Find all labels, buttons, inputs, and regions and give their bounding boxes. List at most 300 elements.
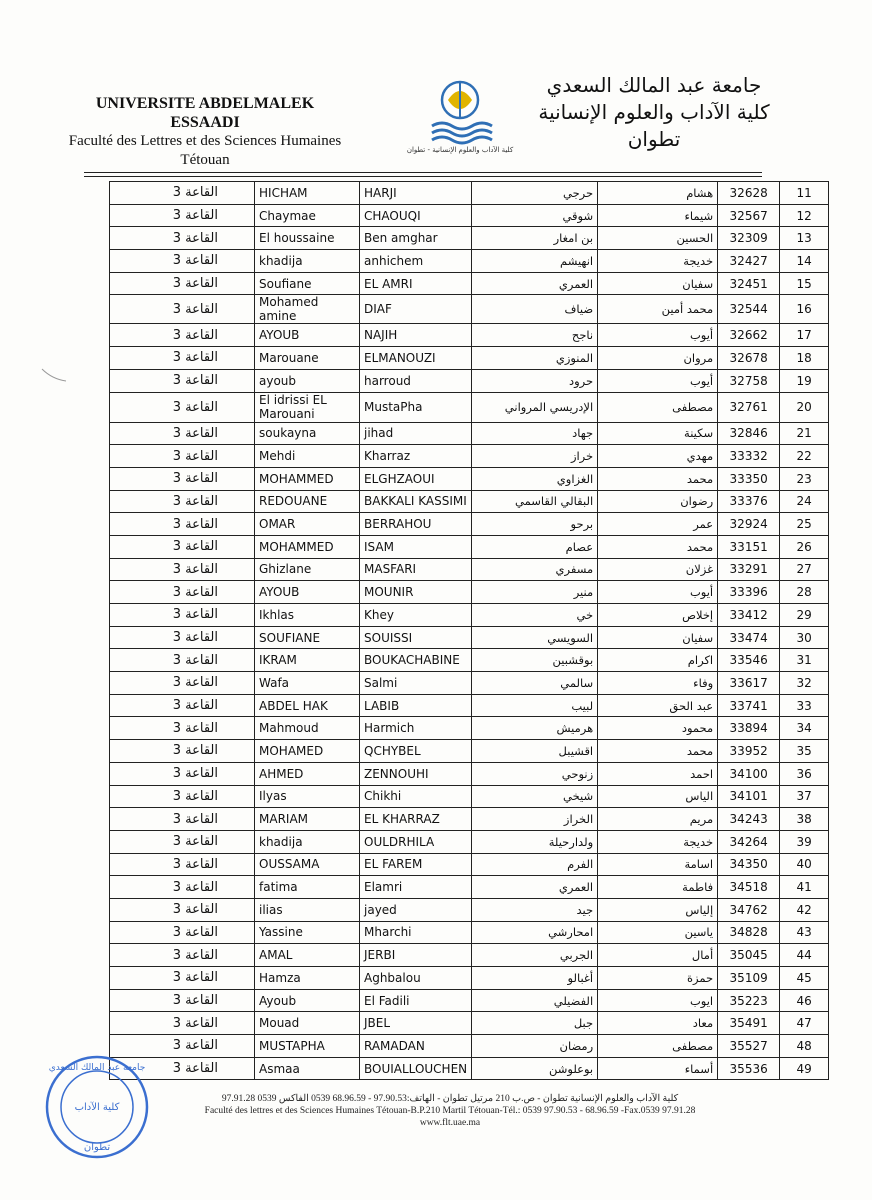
row-index-cell: 39 bbox=[780, 830, 829, 853]
first-name-ar-cell: أيوب bbox=[598, 369, 718, 392]
student-number-cell: 34828 bbox=[718, 921, 780, 944]
last-name-fr-cell: MOUNIR bbox=[360, 581, 472, 604]
row-index-cell: 20 bbox=[780, 392, 829, 422]
student-number-cell: 34101 bbox=[718, 785, 780, 808]
last-name-fr-cell: jihad bbox=[360, 422, 472, 445]
first-name-fr-cell: El houssaine bbox=[255, 227, 360, 250]
last-name-ar-cell: عصام bbox=[472, 535, 598, 558]
student-number-cell: 32309 bbox=[718, 227, 780, 250]
student-number-cell: 32451 bbox=[718, 272, 780, 295]
first-name-fr-cell: ayoub bbox=[255, 369, 360, 392]
table-row bbox=[110, 295, 829, 324]
student-number-cell: 34350 bbox=[718, 853, 780, 876]
table-row bbox=[110, 1035, 829, 1058]
hall-cell: القاعة 3 bbox=[110, 830, 255, 853]
header-arabic-block bbox=[534, 72, 774, 153]
first-name-fr-cell: khadija bbox=[255, 830, 360, 853]
first-name-fr-cell: ABDEL HAK bbox=[255, 694, 360, 717]
student-number-cell: 32758 bbox=[718, 369, 780, 392]
last-name-ar-cell: السويسي bbox=[472, 626, 598, 649]
first-name-fr-cell: Ghizlane bbox=[255, 558, 360, 581]
row-index-cell: 43 bbox=[780, 921, 829, 944]
last-name-ar-cell: زنوحي bbox=[472, 762, 598, 785]
table-row bbox=[110, 467, 829, 490]
hall-cell: القاعة 3 bbox=[110, 581, 255, 604]
last-name-ar-cell: العمري bbox=[472, 272, 598, 295]
row-index-cell: 23 bbox=[780, 467, 829, 490]
table-row bbox=[110, 672, 829, 695]
last-name-fr-cell: ZENNOUHI bbox=[360, 762, 472, 785]
row-index-cell: 36 bbox=[780, 762, 829, 785]
student-number-cell: 33474 bbox=[718, 626, 780, 649]
student-number-cell: 32544 bbox=[718, 295, 780, 324]
first-name-fr-cell: OUSSAMA bbox=[255, 853, 360, 876]
last-name-fr-cell: jayed bbox=[360, 898, 472, 921]
first-name-fr-cell: Wafa bbox=[255, 672, 360, 695]
first-name-fr-cell: Mohamed amine bbox=[255, 295, 360, 324]
last-name-ar-cell: شيخي bbox=[472, 785, 598, 808]
first-name-ar-cell: مروان bbox=[598, 347, 718, 370]
last-name-ar-cell: لبيب bbox=[472, 694, 598, 717]
row-index-cell: 42 bbox=[780, 898, 829, 921]
row-index-cell: 12 bbox=[780, 204, 829, 227]
last-name-fr-cell: Khey bbox=[360, 604, 472, 627]
table-row bbox=[110, 445, 829, 468]
hall-cell: القاعة 3 bbox=[110, 445, 255, 468]
student-number-cell: 33952 bbox=[718, 740, 780, 763]
hall-cell: القاعة 3 bbox=[110, 535, 255, 558]
row-index-cell: 38 bbox=[780, 808, 829, 831]
hall-cell: القاعة 3 bbox=[110, 347, 255, 370]
table-row bbox=[110, 717, 829, 740]
table-row bbox=[110, 694, 829, 717]
last-name-ar-cell: جيد bbox=[472, 898, 598, 921]
hall-cell: القاعة 3 bbox=[110, 272, 255, 295]
student-number-cell: 35045 bbox=[718, 944, 780, 967]
last-name-fr-cell: Mharchi bbox=[360, 921, 472, 944]
last-name-ar-cell: رمضان bbox=[472, 1035, 598, 1058]
last-name-fr-cell: harroud bbox=[360, 369, 472, 392]
first-name-ar-cell: ايوب bbox=[598, 989, 718, 1012]
row-index-cell: 24 bbox=[780, 490, 829, 513]
last-name-ar-cell: امحارشي bbox=[472, 921, 598, 944]
first-name-fr-cell: MOHAMED bbox=[255, 740, 360, 763]
first-name-fr-cell: Chaymae bbox=[255, 204, 360, 227]
first-name-ar-cell: مهدي bbox=[598, 445, 718, 468]
hall-cell: القاعة 3 bbox=[110, 1035, 255, 1058]
first-name-ar-cell: مصطفى bbox=[598, 1035, 718, 1058]
last-name-fr-cell: BERRAHOU bbox=[360, 513, 472, 536]
hall-cell: القاعة 3 bbox=[110, 876, 255, 899]
first-name-ar-cell: مريم bbox=[598, 808, 718, 831]
last-name-ar-cell: منير bbox=[472, 581, 598, 604]
last-name-ar-cell: جهاد bbox=[472, 422, 598, 445]
table-row bbox=[110, 490, 829, 513]
row-index-cell: 30 bbox=[780, 626, 829, 649]
hall-cell: القاعة 3 bbox=[110, 672, 255, 695]
row-index-cell: 49 bbox=[780, 1057, 829, 1080]
last-name-fr-cell: ELMANOUZI bbox=[360, 347, 472, 370]
last-name-ar-cell: جبل bbox=[472, 1012, 598, 1035]
last-name-ar-cell: الجربي bbox=[472, 944, 598, 967]
first-name-ar-cell: وفاء bbox=[598, 672, 718, 695]
table-row bbox=[110, 649, 829, 672]
last-name-ar-cell: ضياف bbox=[472, 295, 598, 324]
last-name-fr-cell: JBEL bbox=[360, 1012, 472, 1035]
first-name-fr-cell: Mahmoud bbox=[255, 717, 360, 740]
first-name-fr-cell: soukayna bbox=[255, 422, 360, 445]
first-name-fr-cell: IKRAM bbox=[255, 649, 360, 672]
student-number-cell: 34518 bbox=[718, 876, 780, 899]
table-row bbox=[110, 250, 829, 273]
last-name-fr-cell: CHAOUQI bbox=[360, 204, 472, 227]
last-name-fr-cell: BOUIALLOUCHEN bbox=[360, 1057, 472, 1080]
hall-cell: القاعة 3 bbox=[110, 626, 255, 649]
logo-caption: كلية الآداب والعلوم الإنسانية - تطوان bbox=[406, 146, 514, 154]
first-name-ar-cell: سكينة bbox=[598, 422, 718, 445]
hall-cell: القاعة 3 bbox=[110, 392, 255, 422]
first-name-fr-cell: fatima bbox=[255, 876, 360, 899]
hall-cell: القاعة 3 bbox=[110, 1012, 255, 1035]
last-name-fr-cell: DIAF bbox=[360, 295, 472, 324]
first-name-fr-cell: MARIAM bbox=[255, 808, 360, 831]
row-index-cell: 26 bbox=[780, 535, 829, 558]
last-name-fr-cell: QCHYBEL bbox=[360, 740, 472, 763]
first-name-fr-cell: SOUFIANE bbox=[255, 626, 360, 649]
stamp-outer-text: جامعة عبد المالك السعدي bbox=[48, 1063, 146, 1073]
faculty-name-ar: كلية الآداب والعلوم الإنسانية bbox=[538, 100, 770, 124]
hall-cell: القاعة 3 bbox=[110, 921, 255, 944]
last-name-ar-cell: بوعلوشن bbox=[472, 1057, 598, 1080]
footer-url: www.flt.uae.ma bbox=[419, 1118, 481, 1128]
row-index-cell: 18 bbox=[780, 347, 829, 370]
last-name-ar-cell: حرود bbox=[472, 369, 598, 392]
first-name-ar-cell: محمد bbox=[598, 740, 718, 763]
table-row bbox=[110, 347, 829, 370]
first-name-fr-cell: Hamza bbox=[255, 967, 360, 990]
student-number-cell: 33332 bbox=[718, 445, 780, 468]
first-name-ar-cell: غزلان bbox=[598, 558, 718, 581]
student-number-cell: 35109 bbox=[718, 967, 780, 990]
student-number-cell: 35223 bbox=[718, 989, 780, 1012]
first-name-ar-cell: سفيان bbox=[598, 626, 718, 649]
table-row bbox=[110, 808, 829, 831]
first-name-fr-cell: Yassine bbox=[255, 921, 360, 944]
first-name-fr-cell: AYOUB bbox=[255, 581, 360, 604]
footer bbox=[150, 1093, 750, 1129]
first-name-fr-cell: Mehdi bbox=[255, 445, 360, 468]
hall-cell: القاعة 3 bbox=[110, 967, 255, 990]
row-index-cell: 31 bbox=[780, 649, 829, 672]
first-name-ar-cell: عمر bbox=[598, 513, 718, 536]
row-index-cell: 19 bbox=[780, 369, 829, 392]
first-name-fr-cell: El idrissi EL Marouani bbox=[255, 392, 360, 422]
last-name-fr-cell: OULDRHILA bbox=[360, 830, 472, 853]
table-row bbox=[110, 392, 829, 422]
row-index-cell: 16 bbox=[780, 295, 829, 324]
last-name-fr-cell: NAJIH bbox=[360, 324, 472, 347]
last-name-ar-cell: سالمي bbox=[472, 672, 598, 695]
hall-cell: القاعة 3 bbox=[110, 944, 255, 967]
hall-cell: القاعة 3 bbox=[110, 227, 255, 250]
first-name-fr-cell: AMAL bbox=[255, 944, 360, 967]
first-name-ar-cell: فاطمة bbox=[598, 876, 718, 899]
student-number-cell: 32628 bbox=[718, 182, 780, 205]
student-number-cell: 34243 bbox=[718, 808, 780, 831]
university-name-ar: جامعة عبد المالك السعدي bbox=[546, 73, 762, 97]
hall-cell: القاعة 3 bbox=[110, 989, 255, 1012]
first-name-ar-cell: هشام bbox=[598, 182, 718, 205]
hall-cell: القاعة 3 bbox=[110, 785, 255, 808]
last-name-fr-cell: Kharraz bbox=[360, 445, 472, 468]
student-number-cell: 34762 bbox=[718, 898, 780, 921]
first-name-fr-cell: HICHAM bbox=[255, 182, 360, 205]
last-name-fr-cell: Chikhi bbox=[360, 785, 472, 808]
student-number-cell: 32567 bbox=[718, 204, 780, 227]
row-index-cell: 11 bbox=[780, 182, 829, 205]
row-index-cell: 35 bbox=[780, 740, 829, 763]
student-number-cell: 35491 bbox=[718, 1012, 780, 1035]
hall-cell: القاعة 3 bbox=[110, 182, 255, 205]
row-index-cell: 40 bbox=[780, 853, 829, 876]
last-name-fr-cell: BOUKACHABINE bbox=[360, 649, 472, 672]
last-name-ar-cell: بوقشبين bbox=[472, 649, 598, 672]
last-name-ar-cell: الفرم bbox=[472, 853, 598, 876]
last-name-fr-cell: EL AMRI bbox=[360, 272, 472, 295]
city-name-ar: تطوان bbox=[627, 127, 681, 151]
last-name-ar-cell: اقشيبل bbox=[472, 740, 598, 763]
student-number-cell: 33396 bbox=[718, 581, 780, 604]
last-name-ar-cell: ناجح bbox=[472, 324, 598, 347]
first-name-ar-cell: حمزة bbox=[598, 967, 718, 990]
student-number-cell: 32427 bbox=[718, 250, 780, 273]
hall-cell: القاعة 3 bbox=[110, 513, 255, 536]
table-row bbox=[110, 513, 829, 536]
last-name-fr-cell: EL KHARRAZ bbox=[360, 808, 472, 831]
table-row bbox=[110, 1012, 829, 1035]
first-name-ar-cell: عبد الحق bbox=[598, 694, 718, 717]
first-name-ar-cell: سفيان bbox=[598, 272, 718, 295]
hall-cell: القاعة 3 bbox=[110, 1057, 255, 1080]
table-row bbox=[110, 785, 829, 808]
first-name-fr-cell: REDOUANE bbox=[255, 490, 360, 513]
hall-cell: القاعة 3 bbox=[110, 694, 255, 717]
student-number-cell: 33151 bbox=[718, 535, 780, 558]
row-index-cell: 21 bbox=[780, 422, 829, 445]
table-row bbox=[110, 204, 829, 227]
first-name-ar-cell: خديجة bbox=[598, 250, 718, 273]
student-number-cell: 32846 bbox=[718, 422, 780, 445]
table-row bbox=[110, 944, 829, 967]
first-name-ar-cell: اسامة bbox=[598, 853, 718, 876]
last-name-fr-cell: anhichem bbox=[360, 250, 472, 273]
last-name-ar-cell: انهيشم bbox=[472, 250, 598, 273]
city-name-fr: Tétouan bbox=[180, 152, 230, 168]
row-index-cell: 14 bbox=[780, 250, 829, 273]
first-name-ar-cell: أيوب bbox=[598, 581, 718, 604]
student-list-table bbox=[109, 181, 829, 1080]
row-index-cell: 41 bbox=[780, 876, 829, 899]
stamp-inner-text: كلية الآداب bbox=[74, 1102, 120, 1113]
last-name-fr-cell: SOUISSI bbox=[360, 626, 472, 649]
last-name-ar-cell: الغزاوي bbox=[472, 467, 598, 490]
row-index-cell: 34 bbox=[780, 717, 829, 740]
first-name-ar-cell: محمد أمين bbox=[598, 295, 718, 324]
hall-cell: القاعة 3 bbox=[110, 898, 255, 921]
first-name-fr-cell: OMAR bbox=[255, 513, 360, 536]
table-row bbox=[110, 369, 829, 392]
hall-cell: القاعة 3 bbox=[110, 204, 255, 227]
paper-mark-icon bbox=[40, 365, 70, 385]
first-name-ar-cell: ياسين bbox=[598, 921, 718, 944]
first-name-ar-cell: محمد bbox=[598, 467, 718, 490]
table-row bbox=[110, 422, 829, 445]
hall-cell: القاعة 3 bbox=[110, 853, 255, 876]
last-name-fr-cell: ISAM bbox=[360, 535, 472, 558]
first-name-fr-cell: MOHAMMED bbox=[255, 467, 360, 490]
first-name-fr-cell: Mouad bbox=[255, 1012, 360, 1035]
hall-cell: القاعة 3 bbox=[110, 250, 255, 273]
last-name-fr-cell: MASFARI bbox=[360, 558, 472, 581]
student-number-cell: 35536 bbox=[718, 1057, 780, 1080]
row-index-cell: 47 bbox=[780, 1012, 829, 1035]
first-name-fr-cell: MOHAMMED bbox=[255, 535, 360, 558]
first-name-ar-cell: إخلاص bbox=[598, 604, 718, 627]
student-number-cell: 33376 bbox=[718, 490, 780, 513]
header-divider-bottom bbox=[84, 176, 762, 177]
student-number-cell: 35527 bbox=[718, 1035, 780, 1058]
hall-cell: القاعة 3 bbox=[110, 740, 255, 763]
hall-cell: القاعة 3 bbox=[110, 467, 255, 490]
row-index-cell: 48 bbox=[780, 1035, 829, 1058]
last-name-ar-cell: ولدارحيلة bbox=[472, 830, 598, 853]
student-number-cell: 32761 bbox=[718, 392, 780, 422]
row-index-cell: 37 bbox=[780, 785, 829, 808]
student-number-cell: 33412 bbox=[718, 604, 780, 627]
first-name-ar-cell: محمود bbox=[598, 717, 718, 740]
last-name-ar-cell: الفضيلي bbox=[472, 989, 598, 1012]
hall-cell: القاعة 3 bbox=[110, 808, 255, 831]
row-index-cell: 46 bbox=[780, 989, 829, 1012]
table-row bbox=[110, 324, 829, 347]
hall-cell: القاعة 3 bbox=[110, 604, 255, 627]
table-row bbox=[110, 535, 829, 558]
first-name-fr-cell: Ilyas bbox=[255, 785, 360, 808]
table-row bbox=[110, 921, 829, 944]
hall-cell: القاعة 3 bbox=[110, 369, 255, 392]
table-row bbox=[110, 1057, 829, 1080]
row-index-cell: 33 bbox=[780, 694, 829, 717]
first-name-fr-cell: Marouane bbox=[255, 347, 360, 370]
first-name-fr-cell: Soufiane bbox=[255, 272, 360, 295]
table-row bbox=[110, 967, 829, 990]
row-index-cell: 44 bbox=[780, 944, 829, 967]
stamp-bottom-text: تطوان bbox=[83, 1142, 111, 1153]
first-name-fr-cell: MUSTAPHA bbox=[255, 1035, 360, 1058]
last-name-ar-cell: برحو bbox=[472, 513, 598, 536]
student-number-cell: 32662 bbox=[718, 324, 780, 347]
table-row bbox=[110, 558, 829, 581]
table-row bbox=[110, 626, 829, 649]
faculty-name-fr: Faculté des Lettres et des Sciences Humaines bbox=[68, 133, 342, 149]
last-name-ar-cell: العمري bbox=[472, 876, 598, 899]
last-name-fr-cell: MustaPha bbox=[360, 392, 472, 422]
first-name-ar-cell: رضوان bbox=[598, 490, 718, 513]
row-index-cell: 45 bbox=[780, 967, 829, 990]
student-number-cell: 34100 bbox=[718, 762, 780, 785]
student-number-cell: 32678 bbox=[718, 347, 780, 370]
row-index-cell: 32 bbox=[780, 672, 829, 695]
hall-cell: القاعة 3 bbox=[110, 490, 255, 513]
last-name-ar-cell: الخراز bbox=[472, 808, 598, 831]
row-index-cell: 29 bbox=[780, 604, 829, 627]
first-name-fr-cell: Asmaa bbox=[255, 1057, 360, 1080]
first-name-ar-cell: معاد bbox=[598, 1012, 718, 1035]
student-number-cell: 33291 bbox=[718, 558, 780, 581]
row-index-cell: 25 bbox=[780, 513, 829, 536]
last-name-ar-cell: أغبالو bbox=[472, 967, 598, 990]
last-name-fr-cell: Elamri bbox=[360, 876, 472, 899]
first-name-fr-cell: Ayoub bbox=[255, 989, 360, 1012]
header-french-block bbox=[60, 94, 350, 170]
last-name-ar-cell: شوقي bbox=[472, 204, 598, 227]
first-name-fr-cell: AYOUB bbox=[255, 324, 360, 347]
first-name-ar-cell: إلياس bbox=[598, 898, 718, 921]
last-name-fr-cell: BAKKALI KASSIMI bbox=[360, 490, 472, 513]
table-row bbox=[110, 740, 829, 763]
hall-cell: القاعة 3 bbox=[110, 324, 255, 347]
last-name-ar-cell: الإدريسي المرواني bbox=[472, 392, 598, 422]
first-name-fr-cell: khadija bbox=[255, 250, 360, 273]
hall-cell: القاعة 3 bbox=[110, 422, 255, 445]
first-name-fr-cell: AHMED bbox=[255, 762, 360, 785]
student-number-cell: 32924 bbox=[718, 513, 780, 536]
last-name-fr-cell: Aghbalou bbox=[360, 967, 472, 990]
row-index-cell: 15 bbox=[780, 272, 829, 295]
first-name-fr-cell: ilias bbox=[255, 898, 360, 921]
last-name-fr-cell: El Fadili bbox=[360, 989, 472, 1012]
last-name-ar-cell: حرجي bbox=[472, 182, 598, 205]
row-index-cell: 13 bbox=[780, 227, 829, 250]
table-row bbox=[110, 898, 829, 921]
hall-cell: القاعة 3 bbox=[110, 762, 255, 785]
hall-cell: القاعة 3 bbox=[110, 295, 255, 324]
last-name-ar-cell: خي bbox=[472, 604, 598, 627]
last-name-ar-cell: هرميش bbox=[472, 717, 598, 740]
table-row bbox=[110, 182, 829, 205]
footer-french-address: Faculté des lettres et des Sciences Humaines Tétouan-B.P.210 Martil Tétouan-Tél.: 0539 97.90.53 - 68.96.59 -Fax.0539 97.91.28 bbox=[204, 1106, 696, 1116]
university-name-fr: UNIVERSITE ABDELMALEK ESSAADI bbox=[95, 95, 315, 131]
last-name-fr-cell: HARJI bbox=[360, 182, 472, 205]
last-name-ar-cell: بن امغار bbox=[472, 227, 598, 250]
last-name-fr-cell: LABIB bbox=[360, 694, 472, 717]
student-number-cell: 33350 bbox=[718, 467, 780, 490]
student-number-cell: 33741 bbox=[718, 694, 780, 717]
last-name-fr-cell: EL FAREM bbox=[360, 853, 472, 876]
table-row bbox=[110, 989, 829, 1012]
first-name-ar-cell: محمد bbox=[598, 535, 718, 558]
first-name-ar-cell: خديجة bbox=[598, 830, 718, 853]
last-name-fr-cell: ELGHZAOUI bbox=[360, 467, 472, 490]
table-row bbox=[110, 581, 829, 604]
row-index-cell: 27 bbox=[780, 558, 829, 581]
first-name-ar-cell: أيوب bbox=[598, 324, 718, 347]
last-name-ar-cell: البقالي القاسمي bbox=[472, 490, 598, 513]
first-name-ar-cell: أسماء bbox=[598, 1057, 718, 1080]
first-name-fr-cell: Ikhlas bbox=[255, 604, 360, 627]
row-index-cell: 22 bbox=[780, 445, 829, 468]
table-row bbox=[110, 272, 829, 295]
